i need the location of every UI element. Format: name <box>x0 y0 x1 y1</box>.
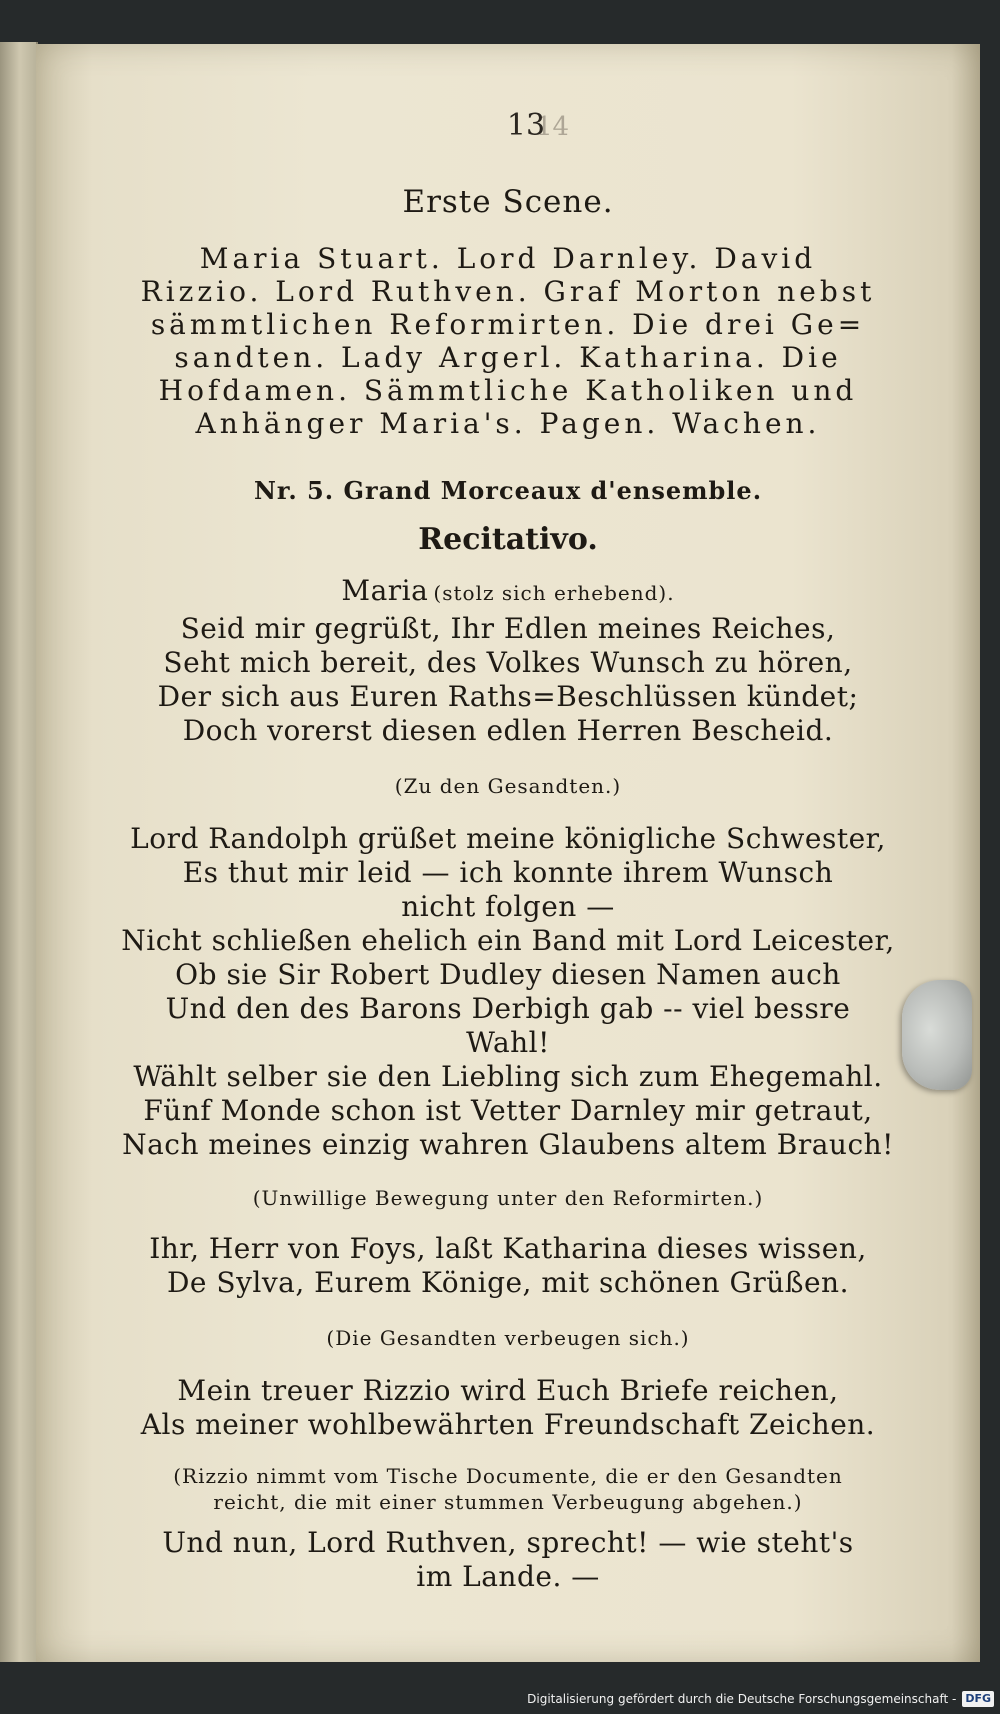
verse-line: Wählt selber sie den Liebling sich zum Ehegemahl. <box>133 1060 883 1093</box>
verse-line: Fünf Monde schon ist Vetter Darnley mir getraut, <box>143 1094 873 1127</box>
recitativo-heading: Recitativo. <box>418 522 598 557</box>
verse-line: nicht folgen — <box>401 890 615 923</box>
verse-line: Nicht schließen ehelich ein Band mit Lord Leicester, <box>121 924 895 957</box>
verse-line: Doch vorerst diesen edlen Herren Bescheid. <box>182 714 834 747</box>
verse-line: Lord Randolph grüßet meine königliche Schwester, <box>130 822 886 855</box>
verse-line: im Lande. — <box>416 1560 600 1593</box>
book-page <box>36 44 980 1662</box>
verse-line: Und nun, Lord Ruthven, sprecht! — wie steht's <box>162 1526 854 1559</box>
left-page-edge <box>0 42 38 1662</box>
verse-line: Ob sie Sir Robert Dudley diesen Namen auch <box>175 958 841 991</box>
page-number: 13 <box>506 108 546 143</box>
verse-line: Seid mir gegrüßt, Ihr Edlen meines Reiches, <box>180 612 836 645</box>
funding-credit <box>527 1688 994 1710</box>
verse-line: Wahl! <box>466 1026 550 1059</box>
verse-line: Mein treuer Rizzio wird Euch Briefe reichen, <box>177 1374 839 1407</box>
verse-line: Es thut mir leid — ich konnte ihrem Wunsch <box>182 856 834 889</box>
cast-line: Hofdamen. Sämmtliche Katholiken und <box>158 374 858 407</box>
cast-line: Maria Stuart. Lord Darnley. David <box>199 242 817 275</box>
stage-direction: (Die Gesandten verbeugen sich.) <box>326 1326 690 1350</box>
credit-text: Digitalisierung gefördert durch die Deutsche Forschungsgemeinschaft - <box>527 1692 957 1706</box>
stage-direction: (Unwillige Bewegung unter den Reformirten.) <box>252 1186 764 1210</box>
stage-direction: (Zu den Gesandten.) <box>394 774 622 798</box>
cast-line: sandten. Lady Argerl. Katharina. Die <box>174 341 842 374</box>
verse-line: Seht mich bereit, des Volkes Wunsch zu hören, <box>163 646 853 679</box>
cast-line: Anhänger Maria's. Pagen. Wachen. <box>195 407 821 440</box>
stage-direction: (Rizzio nimmt vom Tische Documente, die er den Gesandten <box>173 1464 843 1488</box>
verse-line: Nach meines einzig wahren Glaubens altem Brauch! <box>122 1128 894 1161</box>
verse-line: De Sylva, Eurem Könige, mit schönen Grüßen. <box>166 1266 849 1299</box>
bleed-through-page-number: 14 <box>536 112 570 142</box>
scanner-thumb-clip <box>902 980 972 1090</box>
cast-line: Rizzio. Lord Ruthven. Graf Morton nebst <box>140 275 876 308</box>
verse-line: Und den des Barons Derbigh gab -- viel bessre <box>165 992 851 1025</box>
verse-line: Ihr, Herr von Foys, laßt Katharina dieses wissen, <box>149 1232 867 1265</box>
verse-line: Der sich aus Euren Raths=Beschlüssen kündet; <box>157 680 859 713</box>
speaker-line <box>36 574 980 607</box>
speaker-direction: (stolz sich erhebend). <box>433 581 675 605</box>
cast-line: sämmtlichen Reformirten. Die drei Ge= <box>150 308 866 341</box>
speaker-name: Maria <box>341 574 429 607</box>
scene-title: Erste Scene. <box>402 184 614 220</box>
verse-line: Als meiner wohlbewährten Freundschaft Zeichen. <box>140 1408 876 1441</box>
dfg-logo-icon: DFG <box>962 1691 994 1707</box>
number-title: Nr. 5. Grand Morceaux d'ensemble. <box>253 476 763 505</box>
stage-direction: reicht, die mit einer stummen Verbeugung abgehen.) <box>213 1490 803 1514</box>
